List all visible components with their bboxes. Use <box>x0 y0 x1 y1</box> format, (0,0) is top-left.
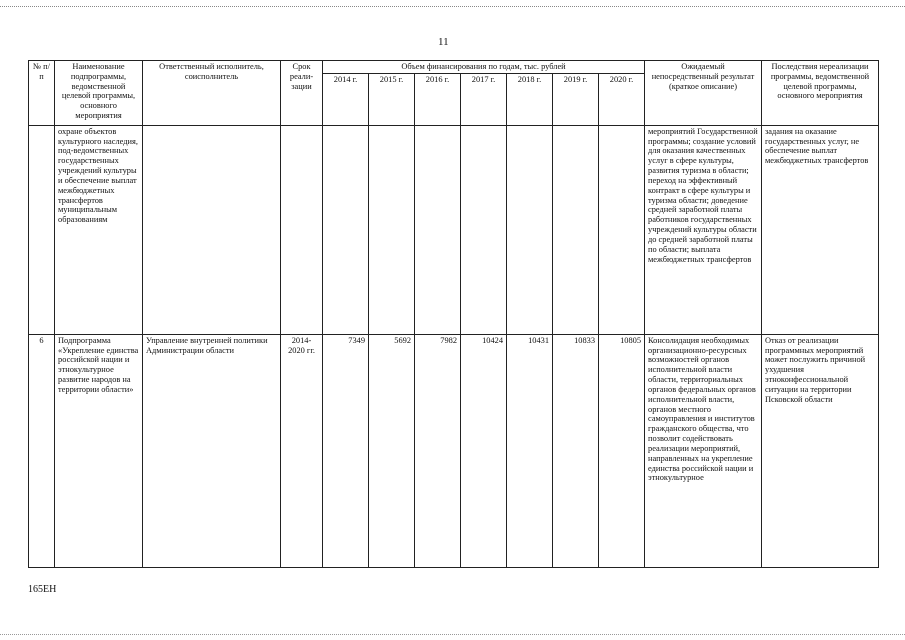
row-value: 7982 <box>415 334 461 567</box>
scan-edge-bottom <box>0 634 905 635</box>
row-num <box>29 125 55 334</box>
row-value <box>369 125 415 334</box>
header-num: № п/п <box>29 61 55 126</box>
row-name: Подпрограмма «Укрепление единства российской нации и этнокультурное развитие народов на территории области» <box>55 334 143 567</box>
row-value <box>553 125 599 334</box>
header-year: 2019 г. <box>553 73 599 125</box>
row-num: 6 <box>29 334 55 567</box>
table-row <box>29 334 879 567</box>
header-funding: Объем финансирования по годам, тыс. рублей <box>323 61 645 74</box>
row-value <box>415 125 461 334</box>
table-row <box>29 125 879 334</box>
row-consequences: задания на оказание государственных услуг, не обеспечение выплат межбюджетных трансфертов <box>762 125 879 334</box>
row-executor <box>143 125 281 334</box>
row-value <box>599 125 645 334</box>
row-value: 10424 <box>461 334 507 567</box>
footer-code: 165ЕН <box>28 584 57 595</box>
program-table <box>28 60 879 568</box>
header-term: Срок реали-зации <box>281 61 323 126</box>
header-executor: Ответственный исполнитель, соисполнитель <box>143 61 281 126</box>
row-value: 7349 <box>323 334 369 567</box>
header-result: Ожидаемый непосредственный результат (краткое описание) <box>645 61 762 126</box>
header-year: 2016 г. <box>415 73 461 125</box>
row-result: мероприятий Государственной программы; создание условий для оказания качественных услуг в сфере культуры, развития туризма в области; переход на эффективный контракт в сфере культуры и туризма области; доведение средней заработной платы работников государственных учреждений культуры области до средней заработной платы по области; выплата межбюджетных трансфертов <box>645 125 762 334</box>
row-value <box>507 125 553 334</box>
page-number: 11 <box>438 36 449 48</box>
header-year: 2014 г. <box>323 73 369 125</box>
header-year: 2015 г. <box>369 73 415 125</box>
header-name: Наименование подпрограммы, ведомственной целевой программы, основного мероприятия <box>55 61 143 126</box>
header-year: 2020 г. <box>599 73 645 125</box>
row-value: 10431 <box>507 334 553 567</box>
header-consequences: Последствия нереализации программы, ведомственной целевой программы, основного мероприятия <box>762 61 879 126</box>
row-value: 10805 <box>599 334 645 567</box>
header-year: 2018 г. <box>507 73 553 125</box>
scan-edge-top <box>0 6 905 7</box>
row-consequences: Отказ от реализации программных мероприятий может послужить причиной ухудшения этноконфессиональной ситуации на территории Псковской области <box>762 334 879 567</box>
row-value: 5692 <box>369 334 415 567</box>
row-result: Консолидация необходимых организационно-ресурсных возможностей органов исполнительной власти области, территориальных органов федеральных органов исполнительной власти, органов местного самоуправления и институтов гражданского общества, что позволит содействовать реализации мероприятий, направленных на укрепление единства российской нации и этнокультурное <box>645 334 762 567</box>
row-term: 2014-2020 гг. <box>281 334 323 567</box>
row-value <box>461 125 507 334</box>
header-year: 2017 г. <box>461 73 507 125</box>
row-executor: Управление внутренней политики Администрации области <box>143 334 281 567</box>
row-value: 10833 <box>553 334 599 567</box>
row-name: охране объектов культурного наследия, под-ведомственных государственных учреждений культуры и обеспечение выплат межбюджетных трансфертов муниципальным образованиям <box>55 125 143 334</box>
row-value <box>323 125 369 334</box>
row-term <box>281 125 323 334</box>
